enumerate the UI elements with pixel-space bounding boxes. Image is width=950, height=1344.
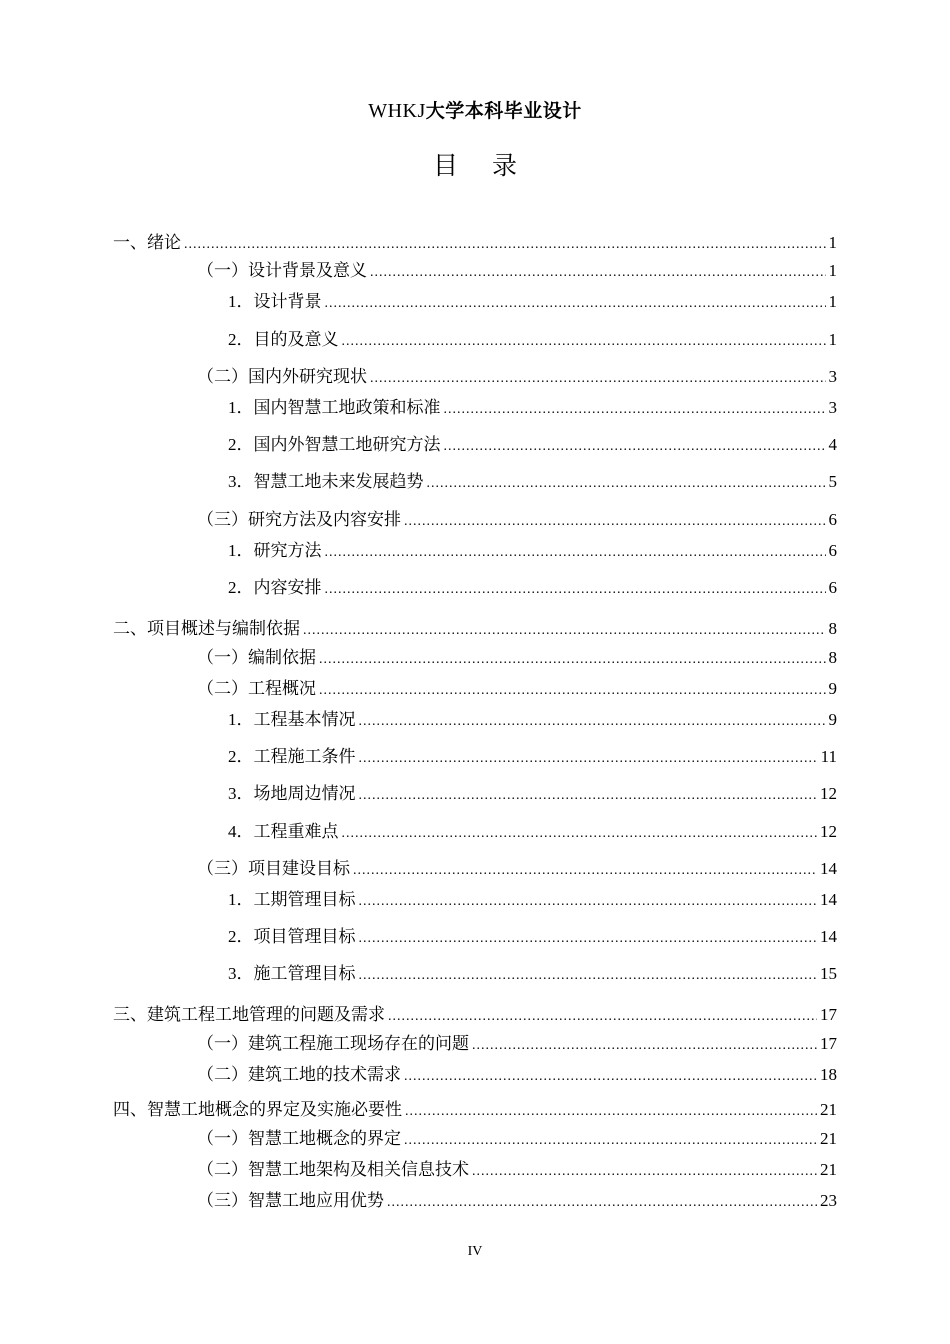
toc-entry-title: 施工管理目标 [253, 964, 356, 984]
toc-entry[interactable] [228, 817, 837, 841]
toc-entry-page: 9 [828, 679, 837, 698]
toc-dot-leader [472, 1164, 817, 1180]
toc-dot-leader [342, 334, 826, 350]
toc-entry-title: 工程基本情况 [253, 710, 356, 730]
toc-entry-title: 设计背景及意义 [248, 261, 367, 281]
toc-entry-page: 1 [828, 233, 837, 252]
toc-entry-number: 1． [228, 398, 254, 417]
toc-entry[interactable] [228, 430, 837, 454]
toc-entry-number: 2． [228, 927, 254, 946]
toc-entry[interactable] [228, 393, 837, 417]
toc-entry[interactable] [197, 1155, 837, 1179]
toc-dot-leader [405, 1104, 817, 1120]
toc-entry-page: 17 [820, 1034, 837, 1053]
toc-entry[interactable] [228, 922, 837, 946]
toc-entry-title: 国内外研究现状 [248, 367, 367, 387]
toc-dot-leader [353, 863, 817, 879]
toc-entry[interactable] [228, 885, 837, 909]
toc-entry[interactable] [113, 614, 837, 638]
toc-entry-number: 1． [228, 890, 254, 909]
toc-entry-number: （二） [197, 679, 248, 699]
toc-entry-page: 1 [828, 292, 837, 311]
toc-entry-page: 6 [828, 510, 837, 529]
toc-entry-title: 内容安排 [253, 578, 322, 598]
toc-entry-page: 21 [820, 1129, 837, 1148]
toc-entry-page: 11 [820, 747, 837, 766]
toc-entry-page: 6 [828, 578, 837, 597]
toc-entry-number: 四、 [113, 1100, 147, 1120]
toc-entry-number: 一、 [113, 233, 147, 253]
toc-entry[interactable] [228, 467, 837, 491]
toc-entry-page: 12 [820, 784, 837, 803]
toc-entry-title: 智慧工地未来发展趋势 [253, 472, 424, 492]
toc-entry-title: 智慧工地架构及相关信息技术 [248, 1160, 469, 1180]
toc-dot-leader [404, 1069, 817, 1085]
toc-entry[interactable] [113, 1095, 837, 1119]
toc-dot-leader [359, 968, 818, 984]
toc-entry-title: 建筑工地的技术需求 [248, 1065, 401, 1085]
toc-entry[interactable] [197, 256, 837, 280]
toc-entry-title: 工期管理目标 [253, 890, 356, 910]
toc-entry-number: （三） [197, 1191, 248, 1211]
toc-entry-title: 国内智慧工地政策和标准 [253, 398, 441, 418]
toc-entry-number: （一） [197, 1034, 248, 1054]
toc-dot-leader [319, 683, 826, 699]
toc-entry-number: （一） [197, 261, 248, 281]
toc-entry-title: 研究方法及内容安排 [248, 510, 401, 530]
toc-entry-number: （三） [197, 859, 248, 879]
running-head-cjk: 大学本科毕业设计 [425, 100, 582, 122]
toc-entry-title: 建筑工程工地管理的问题及需求 [147, 1005, 385, 1025]
toc-entry-title: 项目概述与编制依据 [147, 619, 300, 639]
toc-title [0, 146, 950, 182]
toc-entry-page: 23 [820, 1191, 837, 1210]
toc-entry-page: 1 [828, 261, 837, 280]
toc-entry-page: 5 [828, 472, 837, 491]
toc-entry-page: 1 [828, 330, 837, 349]
toc-entry-number: 1． [228, 292, 254, 311]
toc-entry-title: 目的及意义 [253, 330, 339, 350]
toc-entry-title: 编制依据 [248, 648, 316, 668]
toc-entry-page: 14 [820, 927, 837, 946]
toc-entry-title: 国内外智慧工地研究方法 [253, 435, 441, 455]
toc-entry-page: 15 [820, 964, 837, 983]
toc-entry[interactable] [197, 643, 837, 667]
toc-entry-page: 6 [828, 541, 837, 560]
toc-dot-leader [325, 582, 826, 598]
toc-dot-leader [472, 1038, 817, 1054]
toc-entry-number: 3． [228, 472, 254, 491]
toc-entry[interactable] [228, 573, 837, 597]
toc-entry[interactable] [197, 674, 837, 698]
toc-entry[interactable] [228, 779, 837, 803]
toc-entry-number: 2． [228, 747, 254, 766]
toc-entry-number: （二） [197, 1065, 248, 1085]
toc-entry-title: 建筑工程施工现场存在的问题 [248, 1034, 469, 1054]
toc-dot-leader [325, 545, 826, 561]
toc-entry[interactable] [197, 505, 837, 529]
toc-title-char-2: 录 [492, 151, 518, 180]
toc-dot-leader [388, 1009, 817, 1025]
toc-entry-page: 21 [820, 1160, 837, 1179]
toc-dot-leader [370, 265, 826, 281]
toc-dot-leader [404, 1133, 817, 1149]
toc-entry-page: 17 [820, 1005, 837, 1024]
toc-entry-title: 智慧工地应用优势 [248, 1191, 384, 1211]
toc-entry[interactable] [197, 1124, 837, 1148]
toc-entry-title: 场地周边情况 [253, 784, 356, 804]
toc-entry-title: 智慧工地概念的界定及实施必要性 [147, 1100, 402, 1120]
toc-entry-number: 3． [228, 964, 254, 983]
toc-entry-title: 研究方法 [253, 541, 322, 561]
toc-dot-leader [359, 894, 818, 910]
toc-entry-page: 8 [828, 648, 837, 667]
toc-dot-leader [444, 439, 826, 455]
toc-entry-page: 14 [820, 890, 837, 909]
toc-entry[interactable] [113, 1000, 837, 1024]
toc-entry-number: （二） [197, 367, 248, 387]
toc-entry-number: 1． [228, 541, 254, 560]
toc-entry[interactable] [228, 287, 837, 311]
toc-entry-page: 3 [828, 398, 837, 417]
toc-entry-page: 21 [820, 1100, 837, 1119]
toc-entry-number: 2． [228, 578, 254, 597]
toc-dot-leader [303, 623, 826, 639]
toc-dot-leader [184, 237, 826, 253]
toc-entry[interactable] [228, 959, 837, 983]
toc-entry[interactable] [197, 362, 837, 386]
toc-dot-leader [359, 751, 818, 767]
toc-entry-number: 二、 [113, 619, 147, 639]
toc-dot-leader [359, 714, 826, 730]
toc-dot-leader [370, 371, 826, 387]
toc-entry-number: 3． [228, 784, 254, 803]
toc-entry-title: 工程重难点 [253, 822, 339, 842]
toc-dot-leader [342, 826, 818, 842]
toc-entry-title: 项目管理目标 [253, 927, 356, 947]
toc-entry-page: 14 [820, 859, 837, 878]
toc-dot-leader [387, 1195, 817, 1211]
toc-entry-page: 8 [828, 619, 837, 638]
toc-entry[interactable] [228, 325, 837, 349]
toc-entry-page: 9 [828, 710, 837, 729]
toc-entry[interactable] [197, 1060, 837, 1084]
running-head-latin: WHKJ [368, 100, 426, 122]
toc-entry-number: （一） [197, 1129, 248, 1149]
toc-entry-title: 智慧工地概念的界定 [248, 1129, 401, 1149]
toc-entry-page: 12 [820, 822, 837, 841]
toc-entry-number: 2． [228, 330, 254, 349]
toc-entry[interactable] [228, 536, 837, 560]
toc-dot-leader [319, 652, 826, 668]
toc-entry-title: 项目建设目标 [248, 859, 350, 879]
toc-entry[interactable] [197, 854, 837, 878]
toc-dot-leader [359, 788, 818, 804]
toc-entry-title: 工程概况 [248, 679, 316, 699]
toc-entry-title: 绪论 [147, 233, 181, 253]
toc-entry-number: （三） [197, 510, 248, 530]
toc-entry-title: 工程施工条件 [253, 747, 356, 767]
toc-entry[interactable] [197, 1029, 837, 1053]
toc-entry-title: 设计背景 [253, 292, 322, 312]
toc-dot-leader [444, 402, 826, 418]
toc-entry-number: （二） [197, 1160, 248, 1180]
toc-dot-leader [325, 296, 826, 312]
toc-entry-number: 三、 [113, 1005, 147, 1025]
toc-entry-page: 4 [828, 435, 837, 454]
toc-dot-leader [427, 476, 826, 492]
running-head [0, 96, 950, 123]
toc-entry[interactable] [113, 228, 837, 252]
toc-entry-number: （一） [197, 648, 248, 668]
toc-entry[interactable] [228, 705, 837, 729]
toc-dot-leader [359, 931, 818, 947]
page-number: IV [467, 1244, 483, 1259]
toc-dot-leader [404, 514, 826, 530]
toc-entry[interactable] [228, 742, 837, 766]
toc-entry-number: 2． [228, 435, 254, 454]
toc-entry[interactable] [197, 1186, 837, 1210]
toc-entry-number: 1． [228, 710, 254, 729]
toc-entry-number: 4． [228, 822, 254, 841]
toc-entry-page: 3 [828, 367, 837, 386]
toc-entry-page: 18 [820, 1065, 837, 1084]
toc-title-char-1: 目 [432, 151, 458, 180]
